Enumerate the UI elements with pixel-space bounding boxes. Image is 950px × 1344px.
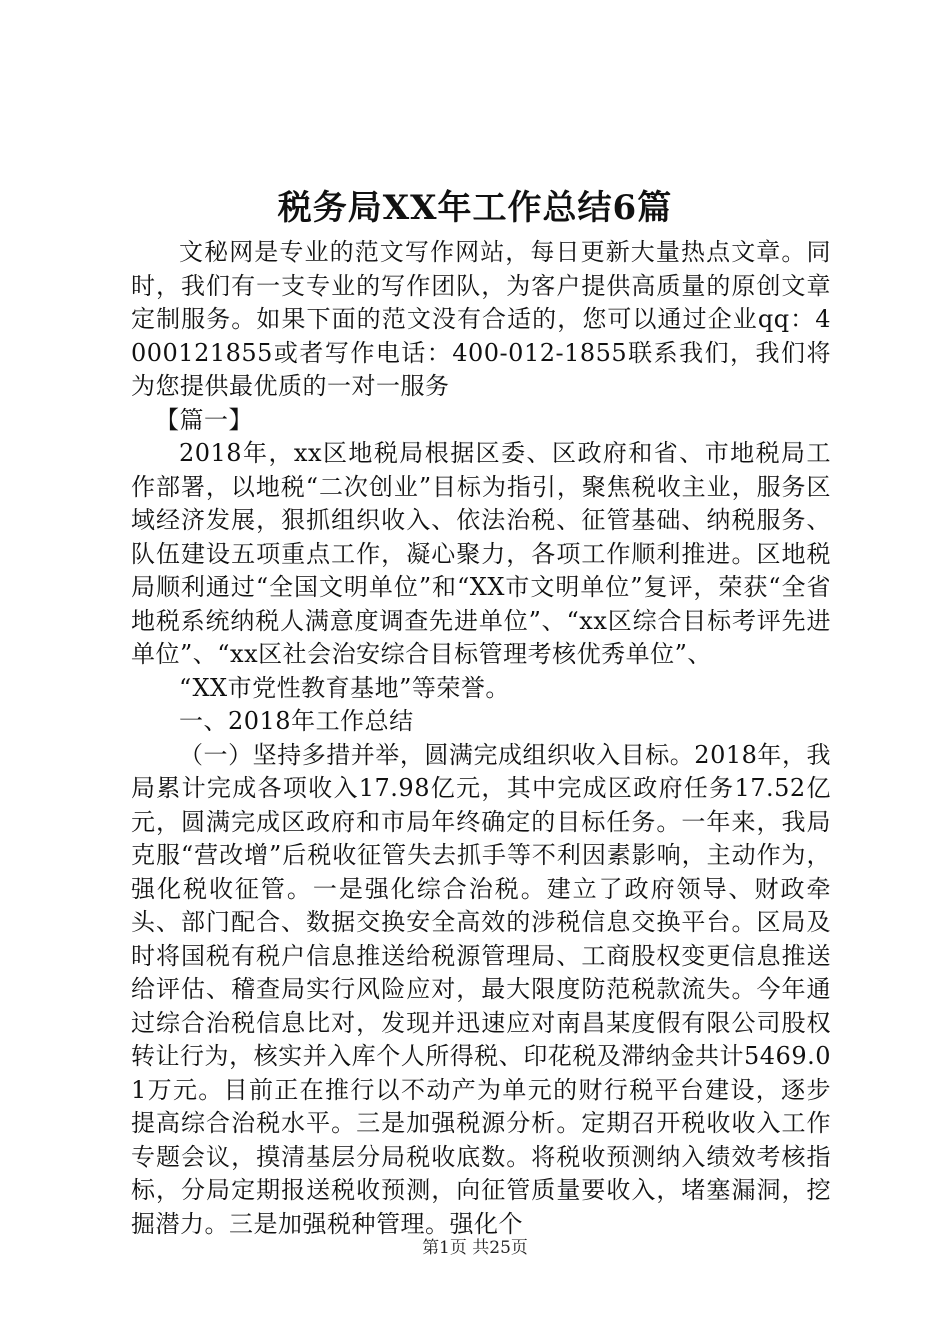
document-body <box>131 236 831 1241</box>
paragraph-2: “XX市党性教育基地”等荣誉。 <box>179 673 510 702</box>
paragraph-1: 2018年，xx区地税局根据区委、区政府和省、市地税局工作部署，以地税“二次创业”目标为指引，聚焦税收主业，服务区域经济发展，狠抓组织收入、依法治税、征管基础、纳税服务、队伍建设五项重点工作，凝心聚力，各项工作顺利推进。区地税局顺利通过“全国文明单位”和“XX市文明单位”复评，荣获“全省地税系统纳税人满意度调查先进单位”、“xx区综合目标考评先进单位”、“xx区社会治安综合目标管理考核优秀单位”、 <box>131 439 831 668</box>
section-subheading: 一、2018年工作总结 <box>179 707 414 735</box>
paragraph-3: （一）坚持多措并举，圆满完成组织收入目标。2018年，我局累计完成各项收入17.98亿元，其中完成区政府任务17.52亿元，圆满完成区政府和市局年终确定的目标任务。一年来，我局克服“营改增”后税收征管失去抓手等不利因素影响，主动作为，强化税收征管。一是强化综合治税。建立了政府领导、财政牵头、部门配合、数据交换安全高效的涉税信息交换平台。区局及时将国税有税户信息推送给税源管理局、工商股权变更信息推送给评估、稽查局实行风险应对，最大限度防范税款流失。今年通过综合治税信息比对，发现并迅速应对南昌某度假有限公司股权转让行为，核实并入库个人所得税、印花税及滞纳金共计5469.01万元。目前正在推行以不动产为单元的财行税平台建设，逐步提高综合治税水平。三是加强税源分析。定期召开税收收入工作专题会议，摸清基层分局税收底数。将税收预测纳入绩效考核指标，分局定期报送税收预测，向征管质量要收入，堵塞漏洞，挖掘潜力。三是加强税种管理。强化个 <box>131 740 831 1238</box>
section-heading: 【篇一】 <box>155 405 253 434</box>
intro-paragraph: 文秘网是专业的范文写作网站，每日更新大量热点文章。同时，我们有一支专业的写作团队，为客户提供高质量的原创文章定制服务。如果下面的范文没有合适的，您可以通过企业qq：4000121855或者写作电话：400-012-1855联系我们，我们将为您提供最优质的一对一服务 <box>131 238 831 400</box>
page-number-footer: 第1页 共25页 <box>422 1238 528 1258</box>
document-title: 税务局XX年工作总结6篇 <box>277 188 673 228</box>
